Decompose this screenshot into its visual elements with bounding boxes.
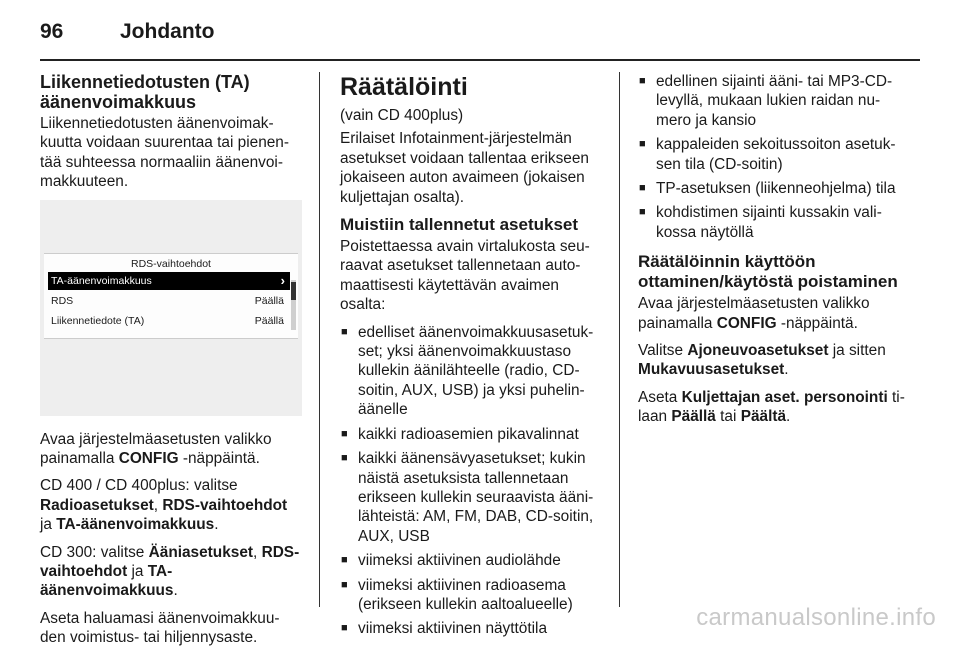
stored-settings-list — [340, 323, 602, 639]
list-item: ■ viimeksi aktiivinen audiolähde — [340, 551, 602, 570]
screen-title: RDS-vaihtoehdot — [131, 257, 211, 270]
instruction-select-vehicle: Valitse Ajoneuvoasetukset ja sitten Mukavuusasetukset. — [638, 342, 886, 379]
customization-note: (vain CD 400plus) — [340, 107, 464, 124]
instruction-set-volume: Aseta haluamasi äänenvoimakkuu-den voimistus- tai hiljennysaste. — [40, 609, 280, 647]
menu-row-ta-volume — [48, 272, 290, 290]
ta-intro: Liikennetiedotusten äänenvoimak-kuutta voidaan suurentaa tai pienen-tää suhteessa normaaliin äänenvoi-makkuuteen. — [40, 115, 289, 191]
list-item: ■ kohdistimen sijainti kussakin vali-kossa näytöllä — [638, 203, 906, 242]
header-rule — [40, 59, 920, 61]
column-1 — [40, 72, 302, 656]
section-heading-customization: Räätälöinti — [340, 73, 468, 101]
scroll-thumb — [291, 282, 296, 300]
column-divider — [319, 72, 320, 607]
column-3 — [638, 72, 906, 435]
subheading-enable-customization: Räätälöinnin käyttöön ottaminen/käytöstä poistaminen — [638, 252, 898, 292]
stored-settings-list-continued — [638, 72, 906, 242]
menu-row-value: Päällä — [254, 294, 284, 307]
subheading-stored-settings: Muistiin tallennetut asetukset — [340, 215, 579, 235]
menu-row-ta — [48, 312, 290, 330]
heading-line-2: äänenvoimakkuus — [40, 92, 197, 112]
list-item: ■ kaikki radioasemien pikavalinnat — [340, 425, 602, 444]
list-item: ■ edelliset äänenvoimakkuusasetuk-set; yksi äänenvoimakkuustaso kullekin äänilähteelle (radio, CD-soitin, AUX, USB) ja yksi puhelin-äänelle — [340, 323, 602, 420]
page-header — [40, 14, 920, 54]
rds-options-screen — [44, 253, 298, 339]
column-2 — [340, 72, 602, 647]
list-item: ■ viimeksi aktiivinen radioasema (erikseen kullekin aaltoalueelle) — [340, 576, 602, 615]
page-number: 96 — [40, 20, 64, 43]
list-item: ■ viimeksi aktiivinen näyttötila — [340, 619, 602, 638]
stored-settings-intro: Poistettaessa avain virtalukosta seu-raavat asetukset tallennetaan auto-maattisesti käytettävän avaimen osalta: — [340, 238, 590, 314]
display-illustration — [40, 200, 302, 416]
list-item: ■ kappaleiden sekoitussoiton asetuk-sen tila (CD-soitin) — [638, 135, 906, 174]
menu-row-label: TA-äänenvoimakkuus — [51, 274, 152, 287]
list-item: ■ TP-asetuksen (liikenneohjelma) tila — [638, 179, 906, 198]
instruction-cd400: CD 400 / CD 400plus: valitse Radioasetukset, RDS-vaihtoehdot ja TA-äänenvoimakkuus. — [40, 477, 288, 534]
instruction-set-personalization: Aseta Kuljettajan aset. personointi ti-laan Päällä tai Päältä. — [638, 388, 905, 426]
scrollbar — [291, 280, 296, 330]
chapter-title: Johdanto — [120, 20, 215, 43]
menu-row-rds — [48, 292, 290, 310]
heading-line-1: Liikennetiedotusten (TA) — [40, 72, 250, 92]
watermark: carmanualsonline.info — [696, 604, 936, 631]
section-heading-ta-volume — [40, 72, 302, 112]
menu-row-label: RDS — [51, 294, 74, 307]
instruction-open-config: Avaa järjestelmäasetusten valikko painamalla CONFIG -näppäintä. — [40, 430, 272, 468]
list-item: ■ edellinen sijainti ääni- tai MP3-CD-levyllä, mukaan lukien raidan nu-mero ja kansio — [638, 72, 906, 130]
instruction-cd300: CD 300: valitse Ääniasetukset, RDS-vaihtoehdot ja TA-äänenvoimakkuus. — [40, 543, 300, 600]
menu-row-label: Liikennetiedote (TA) — [51, 314, 145, 327]
list-item: ■ kaikki äänensävyasetukset; kukin näistä asetuksista tallennetaan erikseen kullekin seuraavista ääni-lähteistä: AM, FM, DAB, CD-soitin, AUX, USB — [340, 449, 602, 546]
customization-intro: Erilaiset Infotainment-järjestelmän asetukset voidaan tallentaa erikseen jokaiseen auton avaimeen (jokaisen kuljettajan osalta). — [340, 130, 589, 206]
chevron-right-icon: › — [280, 272, 285, 288]
column-divider — [619, 72, 620, 607]
instruction-open-config: Avaa järjestelmäasetusten valikko painamalla CONFIG -näppäintä. — [638, 295, 870, 332]
menu-row-value: Päällä — [254, 314, 284, 327]
